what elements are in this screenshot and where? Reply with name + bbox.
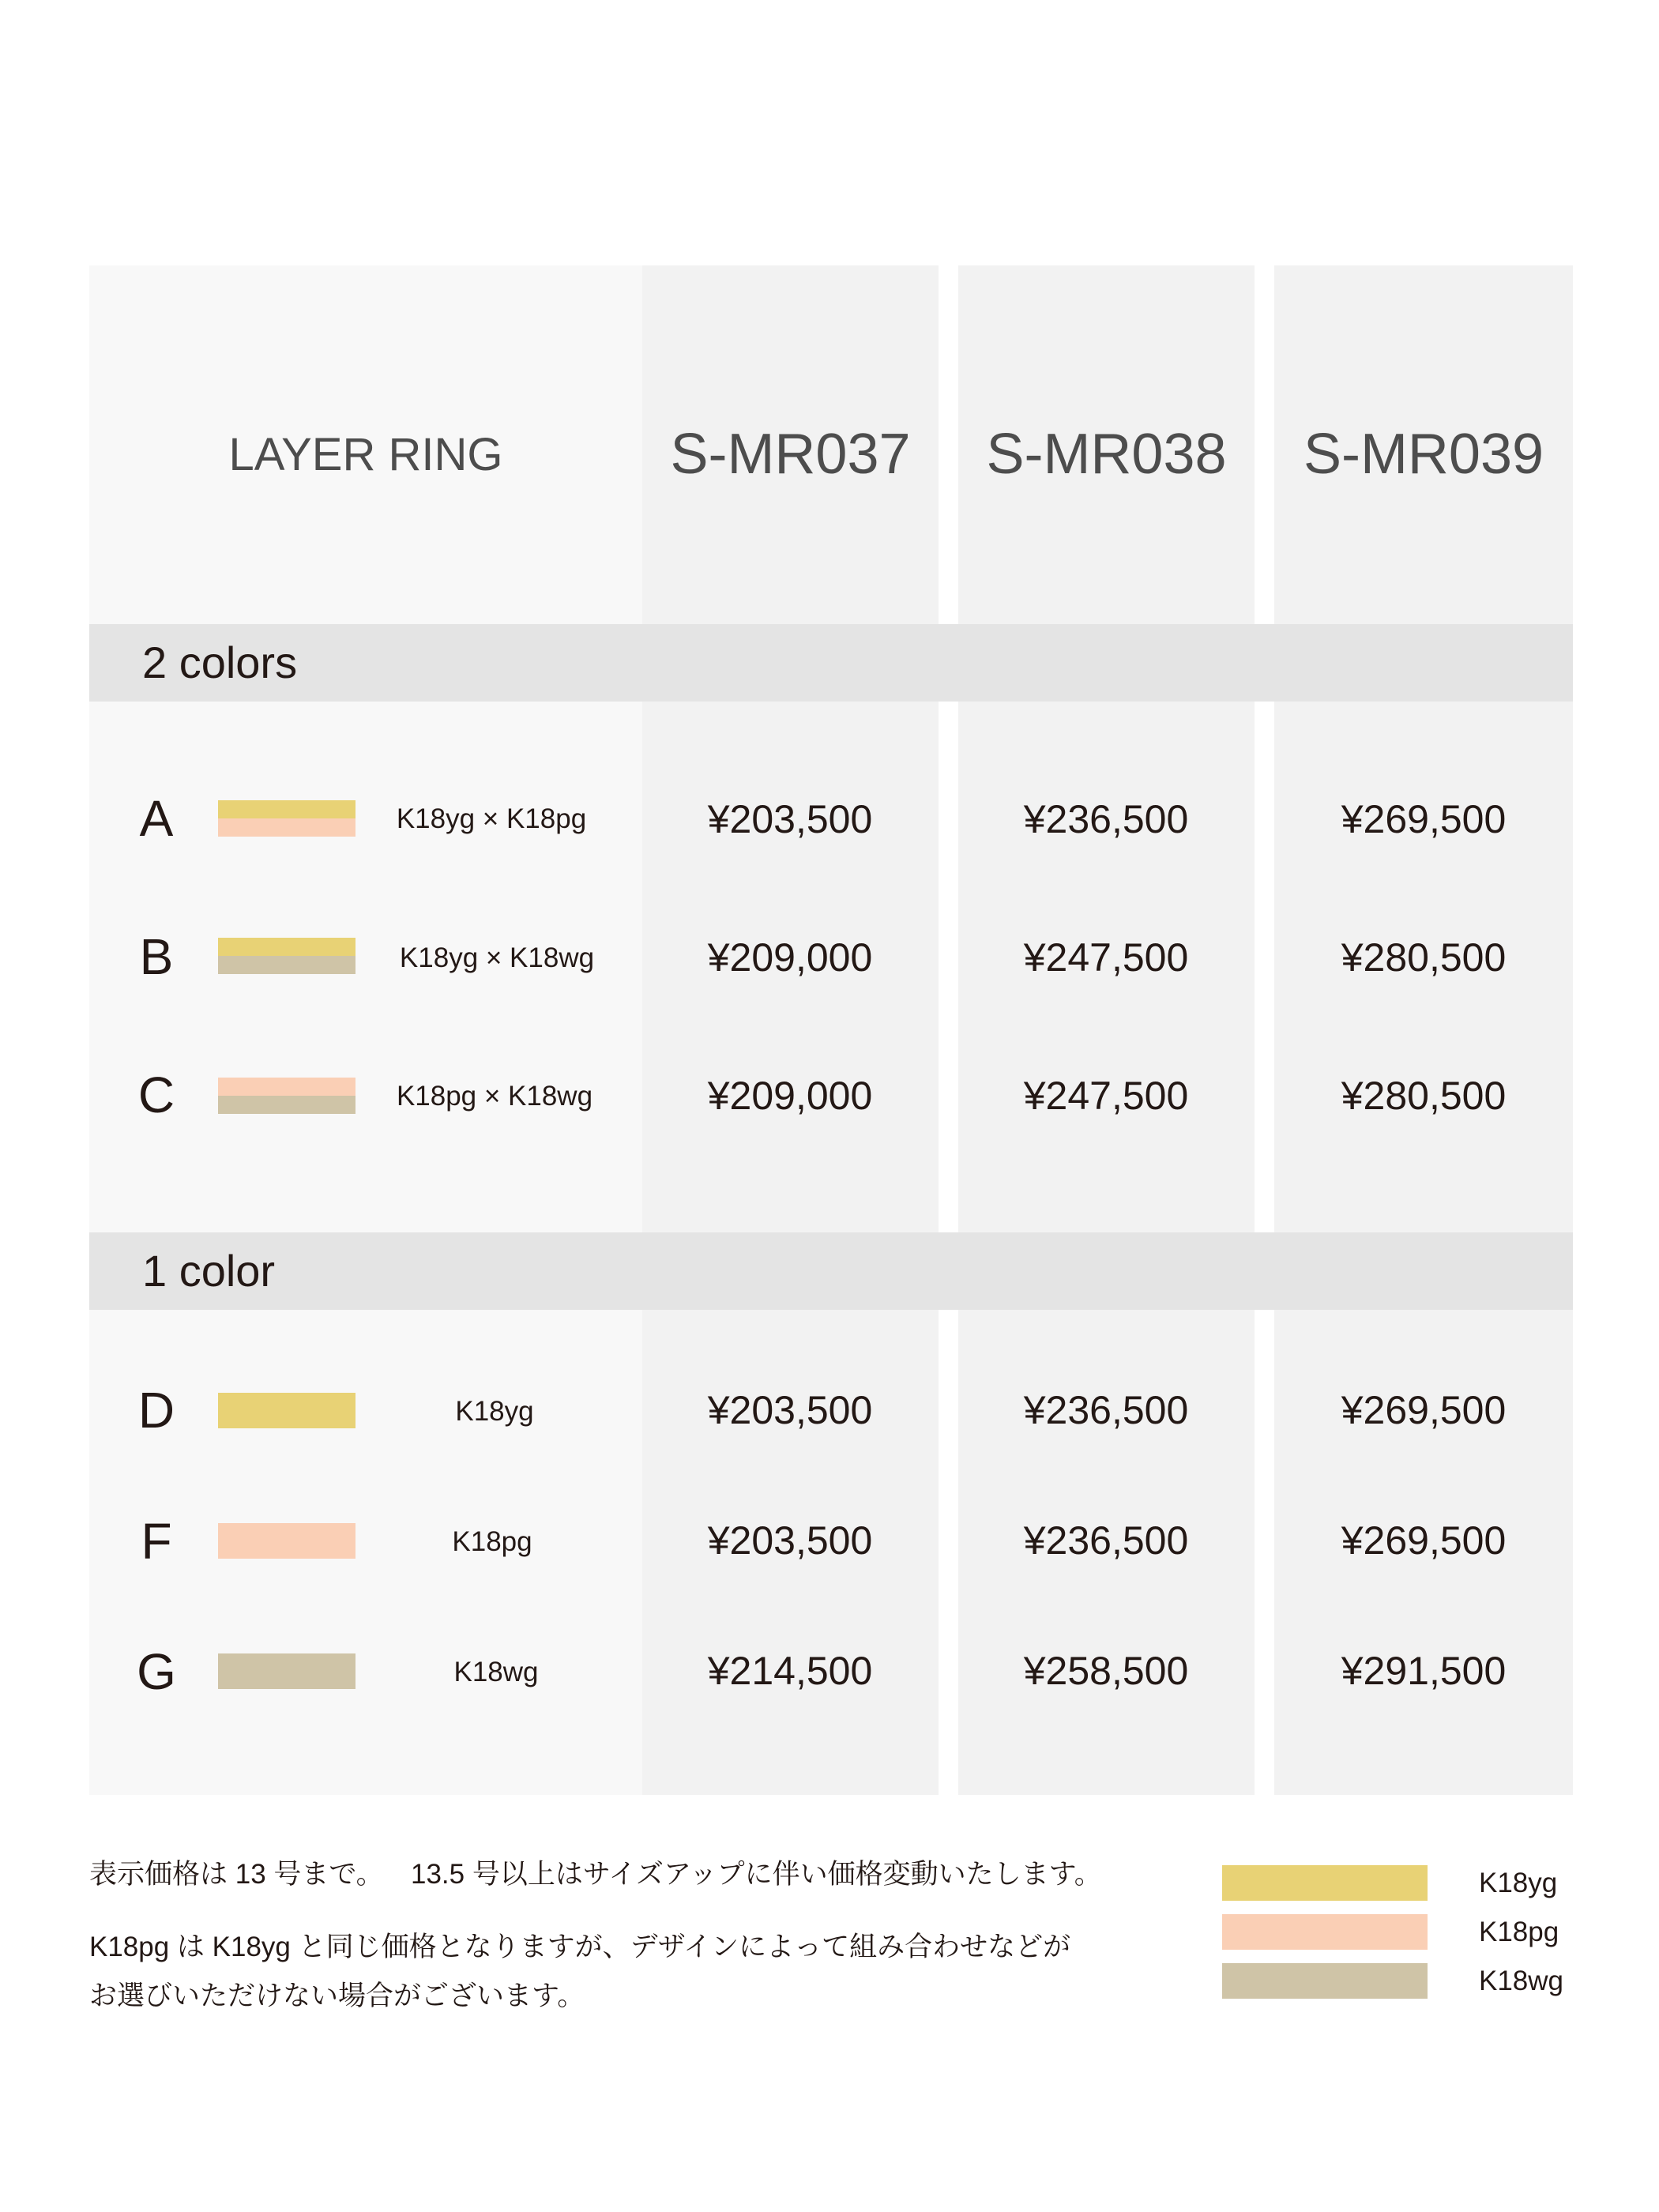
model-header-3: S-MR039 [1303,423,1544,486]
price-a-mr037: ¥203,500 [707,797,873,841]
price-c-mr039: ¥280,500 [1341,1074,1507,1118]
metal-combo-f: K18pg [452,1526,532,1557]
section-bar-2-colors [89,624,1573,702]
swatch-g-wg [218,1653,356,1689]
price-a-mr039: ¥269,500 [1341,797,1507,841]
section-bar-1-color [89,1232,1573,1310]
legend-label-yg: K18yg [1479,1868,1558,1898]
price-b-mr038: ¥247,500 [1023,935,1189,980]
metal-combo-c: K18pg × K18wg [396,1081,593,1112]
metal-combo-g: K18wg [453,1657,539,1687]
price-c-mr038: ¥247,500 [1023,1074,1189,1118]
note-availability: お選びいただけない場合がございます。 [89,1981,585,2011]
price-g-mr037: ¥214,500 [707,1649,873,1693]
variant-letter-a: A [139,790,174,847]
price-c-mr037: ¥209,000 [707,1074,873,1118]
swatch-a-bottom-pg [218,818,356,837]
swatch-a-top-yg [218,800,356,818]
note-size-up: 13.5 号以上はサイズアップに伴い価格変動いたします。 [411,1859,1102,1890]
price-d-mr038: ¥236,500 [1023,1388,1189,1432]
swatch-b-bottom-wg [218,956,356,974]
price-f-mr038: ¥236,500 [1023,1518,1189,1563]
legend-swatch-yg [1222,1865,1428,1901]
price-g-mr038: ¥258,500 [1023,1649,1189,1693]
model-header-2: S-MR038 [986,423,1227,486]
metal-combo-d: K18yg [455,1396,534,1427]
variant-letter-f: F [141,1513,172,1570]
metal-combo-b: K18yg × K18wg [399,942,595,973]
swatch-c-top-pg [218,1078,356,1096]
section-title-2-colors: 2 colors [142,638,298,687]
swatch-d-yg [218,1393,356,1428]
product-label: LAYER RING [228,428,503,480]
model-header-1: S-MR037 [670,423,911,486]
note-size-limit: 表示価格は 13 号まで。 [89,1859,384,1890]
variant-letter-g: G [137,1643,176,1700]
price-d-mr037: ¥203,500 [707,1388,873,1432]
price-b-mr037: ¥209,000 [707,935,873,980]
metal-combo-a: K18yg × K18pg [396,803,587,834]
price-d-mr039: ¥269,500 [1341,1388,1507,1432]
price-g-mr039: ¥291,500 [1341,1649,1507,1693]
section-title-1-color: 1 color [142,1246,276,1296]
variant-letter-d: D [137,1382,175,1439]
price-b-mr039: ¥280,500 [1341,935,1507,980]
variant-letter-c: C [137,1066,175,1123]
swatch-c-bottom-wg [218,1096,356,1114]
price-f-mr037: ¥203,500 [707,1518,873,1563]
swatch-f-pg [218,1523,356,1559]
price-a-mr038: ¥236,500 [1023,797,1189,841]
legend-label-pg: K18pg [1479,1917,1559,1947]
legend-swatch-pg [1222,1914,1428,1950]
note-pg-price: K18pg は K18yg と同じ価格となりますが、デザインによって組み合わせなどが [89,1932,1071,1962]
legend-label-wg: K18wg [1479,1966,1564,1996]
legend-swatch-wg [1222,1963,1428,1999]
variant-letter-b: B [139,928,174,985]
swatch-b-top-yg [218,938,356,956]
price-f-mr039: ¥269,500 [1341,1518,1507,1563]
